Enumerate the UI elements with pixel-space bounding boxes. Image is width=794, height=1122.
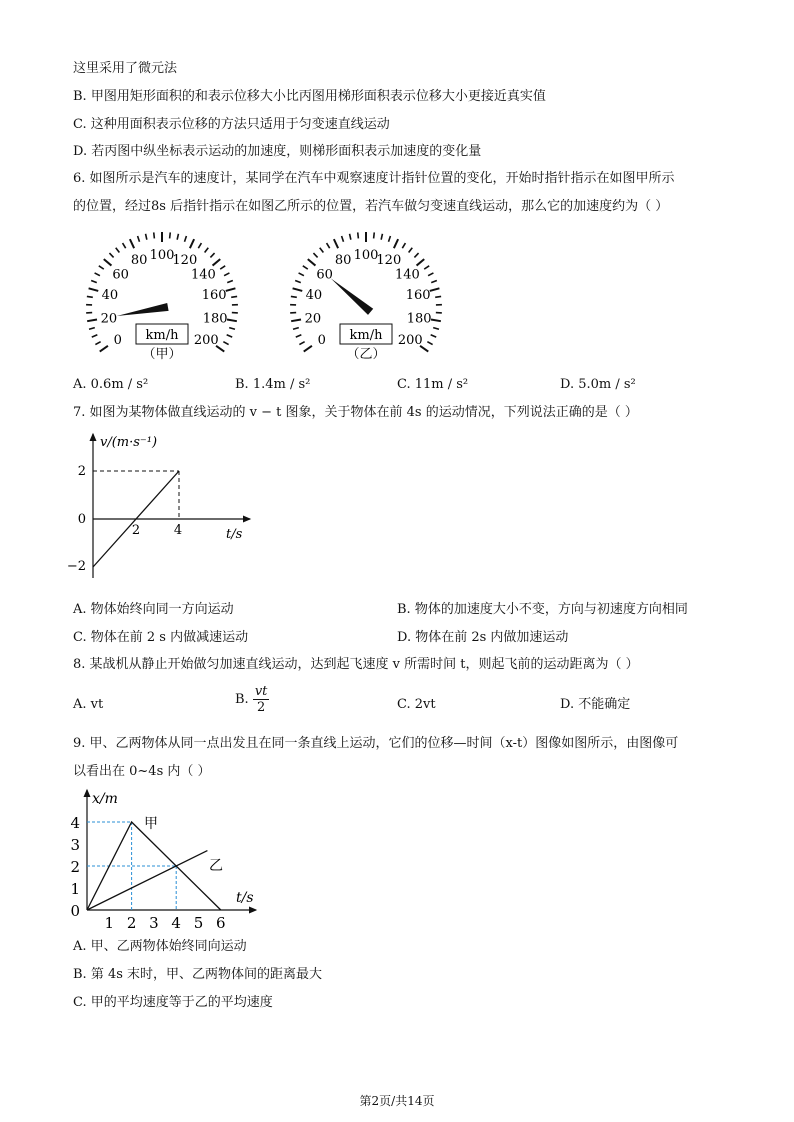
speedometer-a-tick (89, 328, 95, 330)
prev-option-c: C. 这种用面积表示位移的方法只适用于匀变速直线运动 (73, 117, 390, 132)
speedometer-a-unit-text: km/h (145, 328, 179, 343)
q8-option-d[interactable]: D. 不能确定 (560, 697, 631, 712)
speedometer-b-tick-label: 20 (304, 311, 322, 327)
speedometer-a-tick-label: 20 (100, 311, 118, 327)
speedometer-a-needle (117, 303, 169, 316)
speedometer-b-tick (295, 280, 301, 282)
speedometer-b-tick (431, 335, 437, 337)
q9-ytick: 4 (70, 814, 80, 832)
speedometer-a-tick (185, 236, 187, 242)
speedometer-a-tick (154, 232, 155, 238)
q7-x-label: t/s (226, 527, 243, 542)
q9-y-label: x/m (92, 791, 118, 807)
speedometer-b-label: （乙） (346, 347, 386, 362)
speedometer-a-tick (104, 259, 112, 265)
speedometer-b-tick (428, 273, 433, 276)
speedometer-a-tick (95, 273, 100, 276)
speedometer-b-tick-label: 160 (405, 288, 431, 304)
speedometer-a-tick (91, 280, 97, 282)
speedometer-b-tick (293, 328, 299, 330)
q7-xtick-2: 2 (131, 523, 141, 538)
q7-option-c[interactable]: C. 物体在前 2 s 内做减速运动 (73, 630, 249, 645)
q9-series-yi (87, 851, 207, 910)
q9-y-ticks (70, 814, 80, 920)
q7-option-a[interactable]: A. 物体始终向同一方向运动 (73, 602, 234, 617)
q9-xtick: 3 (149, 914, 159, 932)
speedometer-b-unit-text: km/h (349, 328, 383, 343)
q8-stem: 8. 某战机从静止开始做匀加速直线运动，达到起飞速度 v 所需时间 t，则起飞前的运动距离为（ ） (73, 657, 639, 672)
speedometer-b (290, 232, 442, 352)
speedometer-b-tick (304, 346, 312, 352)
q9-option-b[interactable]: B. 第 4s 末时，甲、乙两物体间的距离最大 (73, 967, 323, 982)
speedometer-b-tick-label: 180 (406, 311, 432, 327)
speedometer-a-tick (198, 243, 201, 248)
speedometer-b-tick (409, 248, 413, 253)
speedometer-a-tick-label: 200 (193, 332, 219, 348)
speedometer-b-tick (389, 236, 391, 242)
speedometer-a-tick (146, 234, 147, 240)
speedometer-b-tick (320, 248, 324, 253)
speedometer-b-tick (430, 288, 440, 291)
speedometer-a-tick-label: 80 (130, 253, 148, 269)
speedometer-a-tick-label: 60 (112, 267, 129, 283)
q9-ytick: 3 (70, 836, 80, 854)
speedometer-b-tick (433, 328, 439, 330)
q7-option-b[interactable]: B. 物体的加速度大小不变，方向与初速度方向相同 (397, 602, 688, 617)
speedometer-b-tick-label: 200 (397, 332, 423, 348)
q7-y-label: v/(m·s⁻¹) (100, 435, 158, 450)
q6-option-b[interactable]: B. 1.4m / s² (235, 377, 311, 392)
q9-series-jia-label: 甲 (144, 816, 158, 832)
prev-option-d: D. 若丙图中纵坐标表示运动的加速度，则梯形面积表示加速度的变化量 (73, 144, 482, 159)
speedometer-a-tick (229, 328, 235, 330)
speedometer-b-tick (291, 319, 301, 321)
speedometer-a-tick (100, 346, 108, 352)
prev-line: 这里采用了微元法 (73, 61, 178, 76)
speedometer-b-tick (293, 288, 303, 291)
speedometer-b-tick (381, 234, 382, 240)
speedometer-a-tick (177, 234, 178, 240)
q7-ytick-0: 0 (77, 512, 86, 527)
speedometer-b-tick-label: 60 (316, 267, 333, 283)
q6-stem-line1: 6. 如图所示是汽车的速度计，某同学在汽车中观察速度计指针位置的变化，开始时指针指示在如图甲所示 (73, 171, 675, 186)
speedometer-a-label: （甲） (142, 347, 182, 362)
q9-ytick: 1 (70, 880, 80, 898)
q9-ytick: 2 (70, 858, 80, 876)
q9-xtick: 5 (193, 914, 204, 932)
speedometer-b-tick (291, 296, 297, 297)
speedometer-b-tick (394, 239, 398, 248)
speedometer-b-tick (414, 253, 418, 257)
q9-xtick: 4 (171, 914, 181, 932)
q9-ytick: 0 (70, 902, 80, 920)
speedometer-a-tick (224, 273, 229, 276)
speedometer-a-tick (205, 248, 209, 253)
speedometer-b-tick (424, 266, 429, 269)
speedometer-b-tick-label: 100 (353, 248, 379, 263)
speedometer-b-tick (313, 253, 317, 257)
speedometer-b-tick (427, 342, 432, 345)
q9-stem-line2: 以看出在 0~4s 内（ ） (73, 764, 211, 779)
speedometer-a-tick (116, 248, 120, 253)
speedometer-b-tick (402, 243, 405, 248)
q9-option-c[interactable]: C. 甲的平均速度等于乙的平均速度 (73, 995, 273, 1010)
speedometer-b-needle (331, 278, 373, 315)
q7-stem: 7. 如图为某物体做直线运动的 v − t 图象，关于物体在前 4s 的运动情况，下列说法正确的是（ ） (73, 405, 638, 420)
speedometer-b-tick (417, 259, 425, 265)
q7-ytick-2: 2 (77, 464, 86, 479)
speedometer-a-tick-label: 40 (101, 288, 119, 304)
speedometer-a-tick (226, 288, 236, 291)
speedometer-a-tick (138, 236, 140, 242)
q9-xtick: 2 (126, 914, 137, 932)
q9-xt-chart (66, 784, 266, 934)
q7-ytick-neg2: −2 (66, 559, 86, 574)
speedometer-a-tick (190, 239, 194, 248)
speedometer-b-tick (296, 335, 302, 337)
speedometer-b-tick (299, 342, 304, 345)
speedometer-a-tick (87, 319, 97, 321)
q9-series-yi-label: 乙 (209, 858, 223, 874)
q9-stem-line1: 9. 甲、乙两物体从同一点出发且在同一条直线上运动，它们的位移—时间（x-t）图像如图所示，由图像可 (73, 736, 679, 751)
speedometer-b-tick (431, 280, 437, 282)
q9-x-label: t/s (236, 890, 254, 906)
speedometer-b-tick (308, 259, 316, 265)
speedometer-a-tick (89, 288, 99, 291)
speedometer-b-tick-label: 80 (334, 253, 352, 269)
speedometer-a-tick (223, 342, 228, 345)
speedometer-a-tick-label: 140 (190, 267, 216, 283)
q9-xtick: 6 (216, 914, 226, 932)
speedometer-a-tick (87, 296, 93, 297)
speedometer-a-tick (227, 280, 233, 282)
speedometer-b-tick (350, 234, 351, 240)
speedometer-b-tick (431, 319, 441, 321)
speedometer-a-tick (220, 266, 225, 269)
speedometer-a-tick-label: 180 (202, 311, 228, 327)
speedometer-b-tick (342, 236, 344, 242)
speedometer-b-tick (358, 232, 359, 238)
q8-option-c[interactable]: C. 2vt (397, 697, 436, 712)
speedometer-a (86, 232, 238, 352)
q6-option-a[interactable]: A. 0.6m / s² (73, 377, 149, 392)
speedometer-a-tick (109, 253, 113, 257)
q8-option-b-prefix: B. (235, 692, 249, 707)
speedometer-a-tick (213, 259, 221, 265)
speedometer-b-tick (435, 296, 441, 297)
q9-x-ticks (105, 914, 226, 932)
speedometer-b-tick-label: 0 (317, 332, 326, 348)
speedometer-b-tick (327, 243, 330, 248)
speedometer-a-tick (99, 266, 104, 269)
speedometer-b-tick (334, 239, 338, 248)
q7-vt-chart (66, 428, 260, 588)
speedometer-b-tick (374, 232, 375, 238)
q9-xtick: 1 (104, 914, 115, 932)
q6-option-c[interactable]: C. 11m / s² (397, 377, 469, 392)
speedometer-a-tick (123, 243, 126, 248)
speedometer-a-tick-label: 120 (172, 253, 198, 269)
speedometer-b-tick-label: 140 (394, 267, 420, 283)
q8-option-b-denominator: 2 (256, 700, 266, 715)
speedometer-a-tick (130, 239, 134, 248)
prev-option-b: B. 甲图用矩形面积的和表示位移大小比丙图用梯形面积表示位移大小更接近真实值 (73, 89, 546, 104)
speedometer-a-tick (170, 232, 171, 238)
q9-option-a[interactable]: A. 甲、乙两物体始终同向运动 (73, 939, 247, 954)
speedometer-b-tick-label: 40 (305, 288, 323, 304)
q6-stem-line2: 的位置，经过8s 后指针指示在如图乙所示的位置，若汽车做匀变速直线运动，那么它的加速度约为（ ） (73, 199, 669, 214)
speedometer-b-tick (299, 273, 304, 276)
speedometer-a-tick-label: 0 (113, 332, 122, 348)
q7-xtick-4: 4 (173, 523, 183, 538)
page-footer: 第2页/共14页 (359, 1094, 435, 1108)
q8-option-a[interactable]: A. vt (73, 697, 104, 712)
q9-guides (87, 822, 176, 910)
q8-option-b-numerator: vt (254, 684, 268, 699)
speedometer-b-tick-label: 120 (376, 253, 402, 269)
q7-option-d[interactable]: D. 物体在前 2s 内做加速运动 (397, 630, 569, 645)
speedometer-a-tick (227, 335, 233, 337)
q6-option-d[interactable]: D. 5.0m / s² (560, 377, 636, 392)
q8-option-b[interactable] (235, 684, 269, 715)
speedometer-a-tick (95, 342, 100, 345)
speedometer-a-tick (92, 335, 98, 337)
speedometer-a-tick (231, 296, 237, 297)
speedometer-a-tick (210, 253, 214, 257)
speedometer-figures (70, 220, 470, 368)
speedometer-a-tick (227, 319, 237, 321)
speedometer-a-tick-label: 160 (201, 288, 227, 304)
q8-option-b-fraction (253, 684, 270, 715)
speedometer-a-tick-label: 100 (149, 248, 175, 263)
speedometer-b-tick (303, 266, 308, 269)
